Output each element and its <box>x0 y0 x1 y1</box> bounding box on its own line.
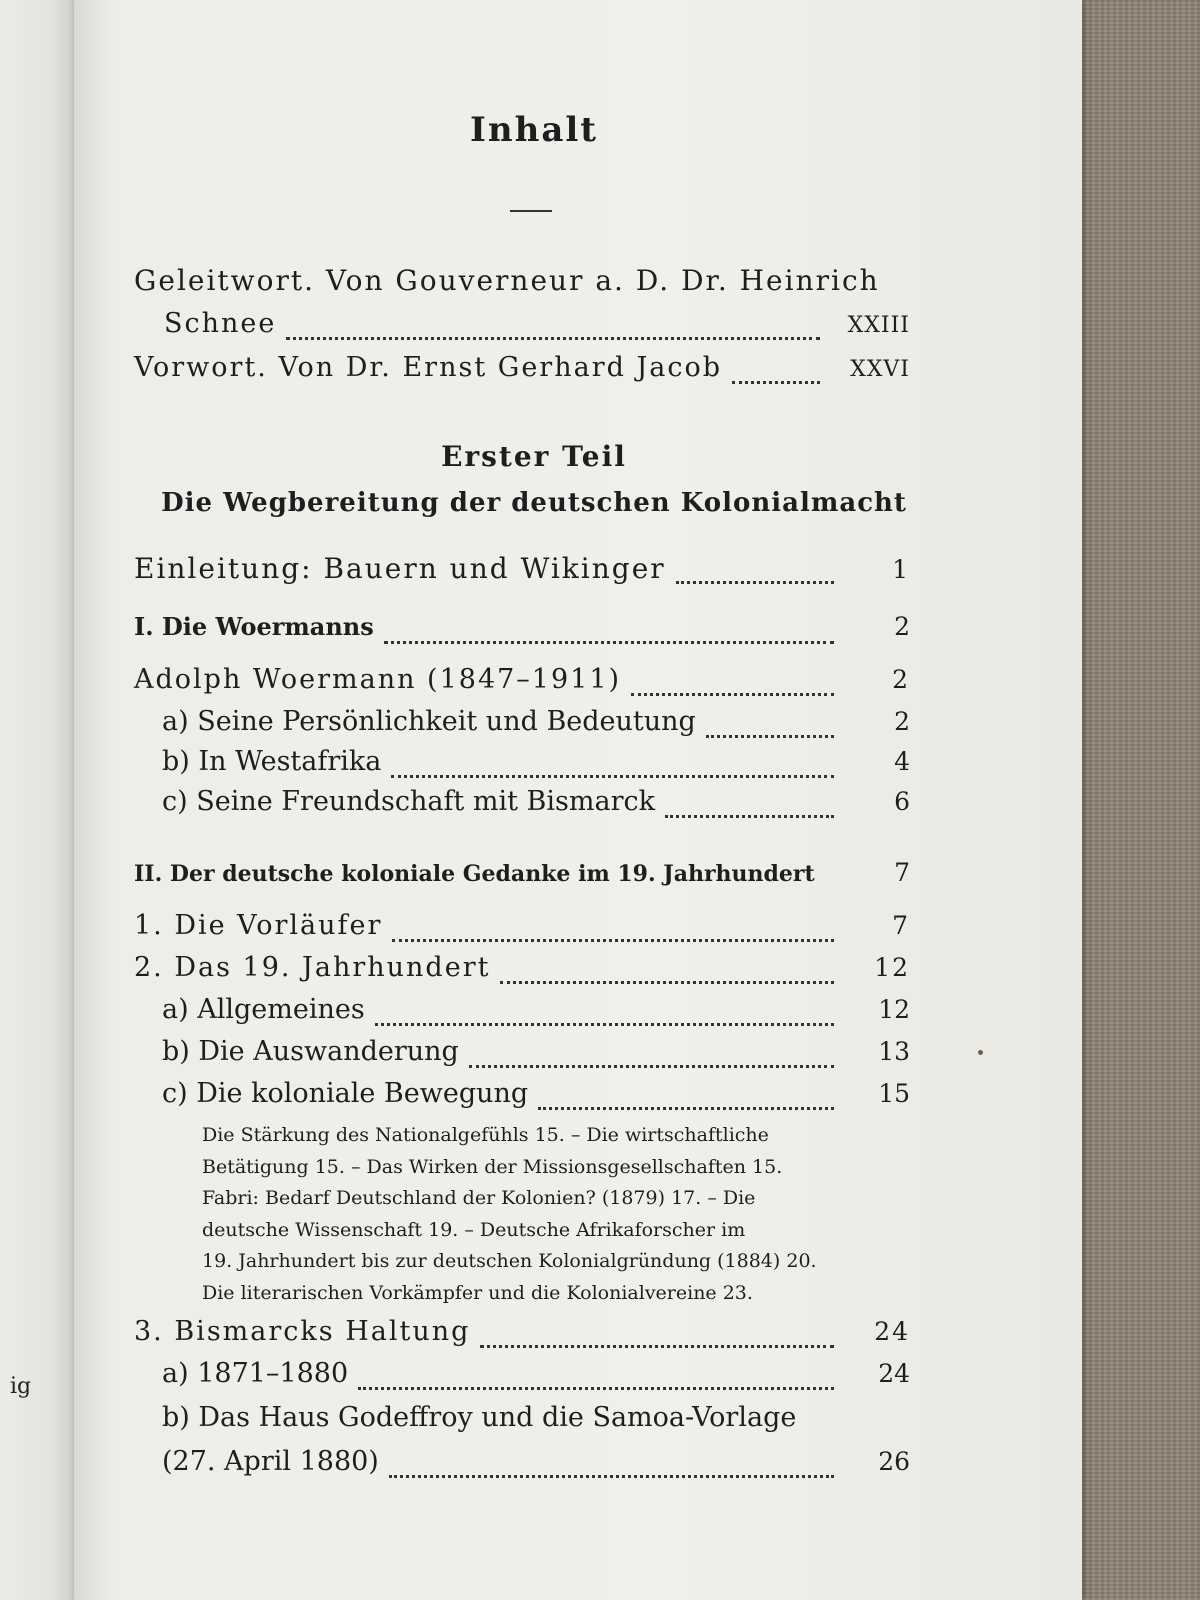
book-page <box>74 0 1082 1600</box>
toc-page-number: 12 <box>874 953 910 982</box>
toc-page-number: 2 <box>894 612 910 641</box>
note-line: Die literarischen Vorkämpfer und die Kolonialvereine 23. <box>202 1281 753 1304</box>
toc-page-number: 4 <box>894 747 910 776</box>
toc-page-number: 2 <box>894 707 910 736</box>
leader-dots <box>358 1387 834 1390</box>
toc-entry-woermanns <box>134 612 910 656</box>
toc-label: 2. Das 19. Jahrhundert <box>134 952 491 983</box>
toc-label: b) Das Haus Godeffroy und die Samoa-Vorlage <box>162 1402 797 1433</box>
paper-speck <box>978 1050 983 1055</box>
toc-page-number: 1 <box>892 555 910 584</box>
toc-page-number: 6 <box>894 787 910 816</box>
note-line: Die Stärkung des Nationalgefühls 15. – Die wirtschaftliche <box>202 1124 769 1146</box>
toc-entry-jh19-a <box>134 994 910 1038</box>
leader-dots <box>500 981 834 984</box>
toc-entry-vorlaeufer <box>134 910 910 954</box>
leader-dots <box>389 1475 834 1478</box>
toc-entry-jh19-c <box>134 1078 910 1122</box>
toc-page-number: 12 <box>878 995 910 1024</box>
leader-dots <box>286 337 820 340</box>
toc-entry-einleitung <box>134 552 910 596</box>
leader-dots <box>384 641 834 644</box>
toc-label: c) Seine Freundschaft mit Bismarck <box>162 786 655 817</box>
part-subtitle: Die Wegbereitung der deutschen Kolonialmacht <box>161 488 907 518</box>
toc-label: b) In Westafrika <box>162 746 382 777</box>
toc-page-number: 15 <box>878 1079 910 1108</box>
toc-page-number: 26 <box>878 1447 910 1476</box>
leader-dots <box>631 693 834 696</box>
toc-page-number: 7 <box>894 858 910 887</box>
toc-entry-vorwort <box>134 352 910 396</box>
toc-label: b) Die Auswanderung <box>162 1036 459 1067</box>
toc-label-continued: (27. April 1880) <box>162 1446 379 1477</box>
leader-dots <box>469 1065 834 1068</box>
toc-label: I. Die Woermanns <box>134 612 374 641</box>
facing-page-text-fragment: ig <box>10 1374 32 1399</box>
toc-entry-jh19 <box>134 952 910 996</box>
toc-entry-bismarck <box>134 1316 910 1360</box>
note-line: Betätigung 15. – Das Wirken der Missionsgesellschaften 15. <box>202 1155 783 1178</box>
note-line: 19. Jahrhundert bis zur deutschen Kolonialgründung (1884) 20. <box>202 1250 817 1272</box>
toc-entry-adolph <box>134 664 910 708</box>
note-line: deutsche Wissenschaft 19. – Deutsche Afrikaforscher im <box>202 1218 746 1241</box>
leader-dots <box>375 1023 834 1026</box>
toc-entry-gedanke <box>134 858 910 902</box>
toc-entry-jh19-b <box>134 1036 910 1080</box>
toc-label: c) Die koloniale Bewegung <box>162 1078 529 1109</box>
toc-label: Vorwort. Von Dr. Ernst Gerhard Jacob <box>134 352 723 383</box>
toc-label: 3. Bismarcks Haltung <box>134 1316 471 1347</box>
leader-dots <box>706 735 834 738</box>
subtopic-note <box>202 1120 910 1309</box>
toc-entry-bismarck-b <box>134 1402 910 1490</box>
leader-dots <box>665 815 834 818</box>
title-divider <box>510 210 552 212</box>
toc-page-number: 24 <box>874 1317 910 1346</box>
toc-label: a) Seine Persönlichkeit und Bedeutung <box>162 706 696 737</box>
toc-page-number: XXIII <box>847 313 910 338</box>
toc-label: Einleitung: Bauern und Wikinger <box>134 552 666 585</box>
part-heading: Erster Teil <box>441 440 627 473</box>
toc-label-continued: Schnee <box>164 308 277 339</box>
cloth-background <box>1080 0 1200 1600</box>
page-title: Inhalt <box>470 110 598 150</box>
toc-page-number: 7 <box>892 911 910 940</box>
toc-label: Geleitwort. Von Gouverneur a. D. Dr. Heinrich <box>134 264 880 297</box>
toc-page-number: XXVI <box>850 357 910 382</box>
toc-label: a) Allgemeines <box>162 994 365 1025</box>
leader-dots <box>480 1345 834 1348</box>
leader-dots <box>391 775 834 778</box>
toc-entry-adolph-a <box>134 706 910 750</box>
toc-page-number: 2 <box>892 665 910 694</box>
note-line: Fabri: Bedarf Deutschland der Kolonien? (1879) 17. – Die <box>202 1187 756 1209</box>
toc-label: 1. Die Vorläufer <box>134 910 383 941</box>
toc-entry-adolph-b <box>134 746 910 790</box>
leader-dots <box>392 939 834 942</box>
leader-dots <box>538 1107 834 1110</box>
leader-dots <box>732 381 820 384</box>
toc-label: a) 1871–1880 <box>162 1358 349 1389</box>
facing-page-edge <box>0 0 74 1600</box>
toc-entry-geleitwort <box>134 264 910 352</box>
leader-dots <box>676 581 834 584</box>
toc-entry-bismarck-a <box>134 1358 910 1402</box>
toc-label: II. Der deutsche koloniale Gedanke im 19. Jahrhundert <box>134 861 815 887</box>
toc-label: Adolph Woermann (1847–1911) <box>134 664 622 695</box>
toc-page-number: 13 <box>878 1037 910 1066</box>
toc-entry-adolph-c <box>134 786 910 830</box>
toc-page-number: 24 <box>878 1359 910 1388</box>
